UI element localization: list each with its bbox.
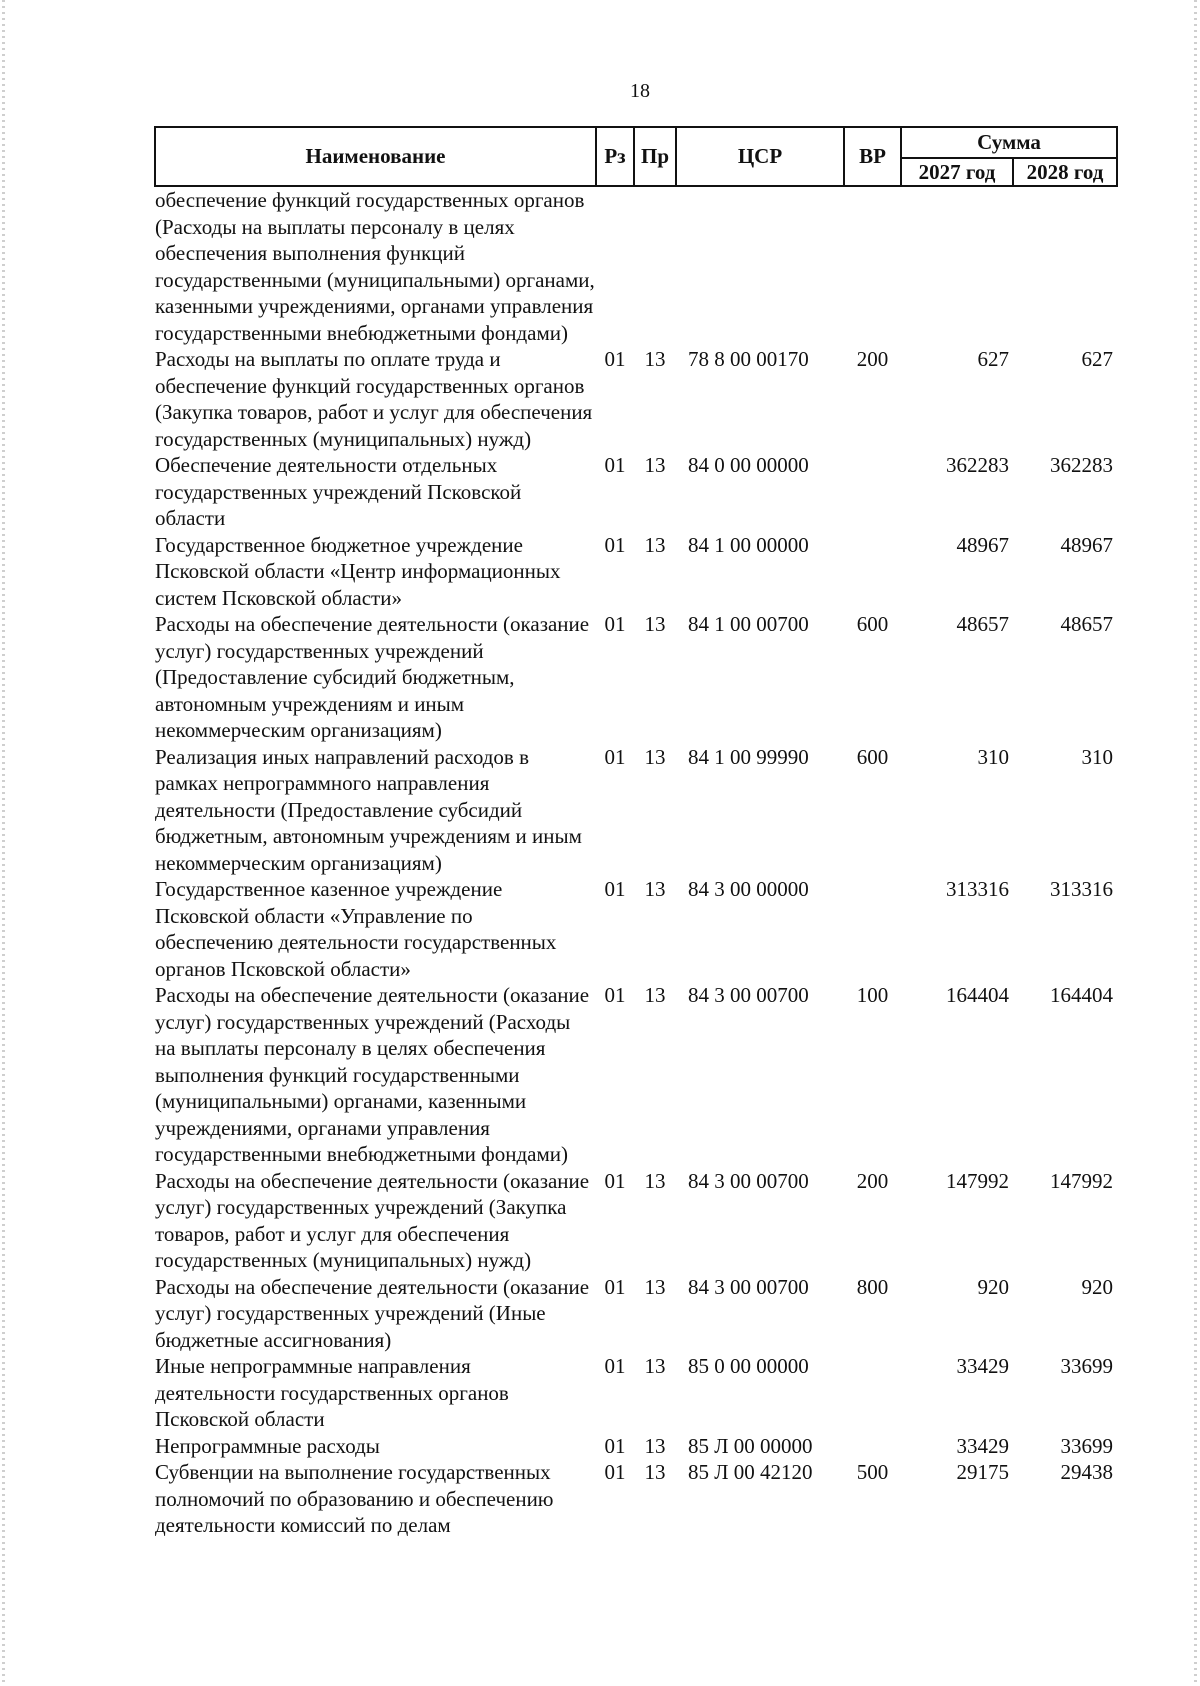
table-row — [155, 1433, 1117, 1460]
row-pr: 13 — [644, 1460, 666, 1484]
row-csr: 84 3 00 00700 — [688, 1274, 809, 1299]
row-vr — [844, 186, 901, 346]
header-rz: Рз — [596, 127, 634, 186]
table-row — [155, 1459, 1117, 1539]
row-sum-2028: 33699 — [1060, 1433, 1113, 1458]
row-csr: 84 3 00 00700 — [688, 983, 809, 1007]
row-sum-2027: 164404 — [946, 983, 1009, 1007]
row-sum-2028: 48967 — [1060, 532, 1113, 557]
table-row — [155, 876, 1117, 982]
row-name: Расходы на выплаты по оплате труда и обеспечение функций государственных органов (Закупка товаров, работ и услуг для обеспечения государственных (муниципальных) нужд) — [155, 347, 593, 451]
header-csr: ЦСР — [676, 127, 844, 186]
row-csr: 85 0 00 00000 — [688, 1354, 809, 1378]
row-sum-2028: 48657 — [1060, 612, 1113, 636]
row-sum-2027: 313316 — [946, 877, 1009, 901]
table-row — [155, 1274, 1117, 1354]
row-sum-2028: 310 — [1081, 744, 1113, 769]
row-pr: 13 — [644, 744, 666, 769]
row-vr: 100 — [856, 983, 889, 1007]
header-name: Наименование — [155, 127, 596, 186]
header-year-2028: 2028 год — [1013, 158, 1117, 186]
row-pr: 13 — [644, 612, 666, 636]
row-name: Расходы на обеспечение деятельности (оказание услуг) государственных учреждений (Закупка товаров, работ и услуг для обеспечения государственных (муниципальных) нужд) — [155, 1168, 590, 1272]
row-sum-2027: 33429 — [956, 1354, 1009, 1378]
row-rz — [596, 186, 634, 346]
row-rz: 01 — [604, 532, 626, 557]
table-row — [155, 982, 1117, 1168]
row-sum-2027: 48657 — [956, 612, 1009, 636]
row-rz: 01 — [604, 612, 626, 636]
row-pr: 13 — [644, 453, 666, 477]
row-sum-2028: 362283 — [1050, 453, 1113, 477]
row-sum-2028: 920 — [1081, 1274, 1113, 1299]
row-name: Иные непрограммные направления деятельности государственных органов Псковской области — [155, 1354, 509, 1431]
row-vr — [844, 1433, 901, 1460]
row-rz: 01 — [604, 1433, 626, 1458]
row-csr: 85 Л 00 42120 — [688, 1460, 813, 1484]
row-csr: 85 Л 00 00000 — [688, 1433, 813, 1458]
row-rz: 01 — [604, 744, 626, 769]
header-pr: Пр — [634, 127, 676, 186]
page-number: 18 — [630, 80, 650, 102]
row-csr: 78 8 00 00170 — [688, 347, 809, 371]
row-pr: 13 — [644, 1274, 666, 1299]
table-row — [155, 744, 1117, 877]
table-row — [155, 1168, 1117, 1274]
header-sum: Сумма — [901, 127, 1117, 158]
row-sum-2027: 33429 — [956, 1433, 1009, 1458]
row-pr: 13 — [644, 1433, 666, 1458]
row-vr: 600 — [856, 612, 889, 636]
row-name: Реализация иных направлений расходов в рамках непрограммного направления деятельности (Предоставление субсидий бюджетным, автономным учреждениям и иным некоммерческим организациям) — [155, 744, 582, 875]
row-sum-2028 — [1013, 186, 1117, 346]
row-pr: 13 — [644, 1168, 666, 1193]
row-name: Расходы на обеспечение деятельности (оказание услуг) государственных учреждений (Иные бюджетные ассигнования) — [155, 1274, 590, 1352]
row-pr: 13 — [644, 532, 666, 557]
table-row — [155, 452, 1117, 532]
row-vr — [844, 452, 901, 532]
budget-table — [154, 126, 1118, 1539]
row-rz: 01 — [604, 1460, 626, 1484]
table-body — [155, 186, 1117, 1539]
scan-edge-left — [2, 0, 5, 1686]
table-row — [155, 186, 1117, 346]
row-sum-2028: 147992 — [1050, 1168, 1113, 1193]
row-sum-2027 — [901, 186, 1013, 346]
row-name: Обеспечение деятельности отдельных государственных учреждений Псковской области — [155, 453, 522, 530]
row-pr: 13 — [644, 983, 666, 1007]
row-rz: 01 — [604, 1274, 626, 1299]
row-csr: 84 1 00 00000 — [688, 532, 809, 557]
row-sum-2027: 920 — [977, 1274, 1009, 1299]
row-sum-2028: 627 — [1081, 347, 1113, 371]
row-name: Непрограммные расходы — [155, 1433, 380, 1458]
row-name: обеспечение функций государственных органов (Расходы на выплаты персоналу в целях обеспечения выполнения функций государственными (муниципальными) органами, казенными учреждениями, органами управления государственными внебюджетными фондами) — [155, 188, 595, 345]
row-sum-2027: 627 — [977, 347, 1009, 371]
row-rz: 01 — [604, 877, 626, 901]
row-sum-2027: 147992 — [946, 1168, 1009, 1193]
row-sum-2028: 164404 — [1050, 983, 1113, 1007]
table-row — [155, 346, 1117, 452]
row-sum-2027: 310 — [977, 744, 1009, 769]
row-vr — [844, 1353, 901, 1433]
table-header — [155, 127, 1117, 186]
table-row — [155, 532, 1117, 612]
row-sum-2027: 362283 — [946, 453, 1009, 477]
row-sum-2028: 313316 — [1050, 877, 1113, 901]
header-vr: ВР — [844, 127, 901, 186]
row-rz: 01 — [604, 453, 626, 477]
row-rz: 01 — [604, 983, 626, 1007]
row-name: Расходы на обеспечение деятельности (оказание услуг) государственных учреждений (Расходы на выплаты персоналу в целях обеспечения выполнения функций государственными (муниципальными) органами, казенными учреждениями, органами управления государственными внебюджетными фондами) — [155, 983, 590, 1166]
row-pr: 13 — [644, 877, 666, 901]
row-vr: 800 — [856, 1274, 889, 1299]
row-sum-2028: 33699 — [1060, 1354, 1113, 1378]
row-pr — [634, 186, 676, 346]
table-row — [155, 1353, 1117, 1433]
row-csr: 84 3 00 00000 — [688, 877, 809, 901]
row-name: Государственное казенное учреждение Псковской области «Управление по обеспечению деятельности государственных органов Псковской области» — [155, 877, 557, 981]
scan-edge-right — [1194, 0, 1197, 1686]
row-sum-2027: 48967 — [956, 532, 1009, 557]
row-vr: 200 — [856, 347, 889, 371]
row-vr: 200 — [856, 1168, 889, 1193]
row-sum-2028: 29438 — [1060, 1460, 1113, 1484]
row-csr: 84 3 00 00700 — [688, 1168, 809, 1193]
row-vr — [844, 876, 901, 982]
row-rz: 01 — [604, 1168, 626, 1193]
row-vr: 600 — [856, 744, 889, 769]
row-pr: 13 — [644, 1354, 666, 1378]
header-year-2027: 2027 год — [901, 158, 1013, 186]
row-vr: 500 — [856, 1460, 889, 1484]
table-row — [155, 611, 1117, 744]
row-name: Расходы на обеспечение деятельности (оказание услуг) государственных учреждений (Предоставление субсидий бюджетным, автономным учреждениям и иным некоммерческим организациям) — [155, 612, 590, 742]
row-rz: 01 — [604, 1354, 626, 1378]
row-csr: 84 1 00 99990 — [688, 744, 809, 769]
row-name: Государственное бюджетное учреждение Псковской области «Центр информационных систем Псковской области» — [155, 532, 561, 610]
row-pr: 13 — [644, 347, 666, 371]
row-rz: 01 — [604, 347, 626, 371]
row-csr: 84 1 00 00700 — [688, 612, 809, 636]
row-csr — [676, 186, 844, 346]
row-sum-2027: 29175 — [956, 1460, 1009, 1484]
row-vr — [844, 532, 901, 612]
row-name: Субвенции на выполнение государственных полномочий по образованию и обеспечению деятельности комиссий по делам — [155, 1460, 554, 1537]
row-csr: 84 0 00 00000 — [688, 453, 809, 477]
